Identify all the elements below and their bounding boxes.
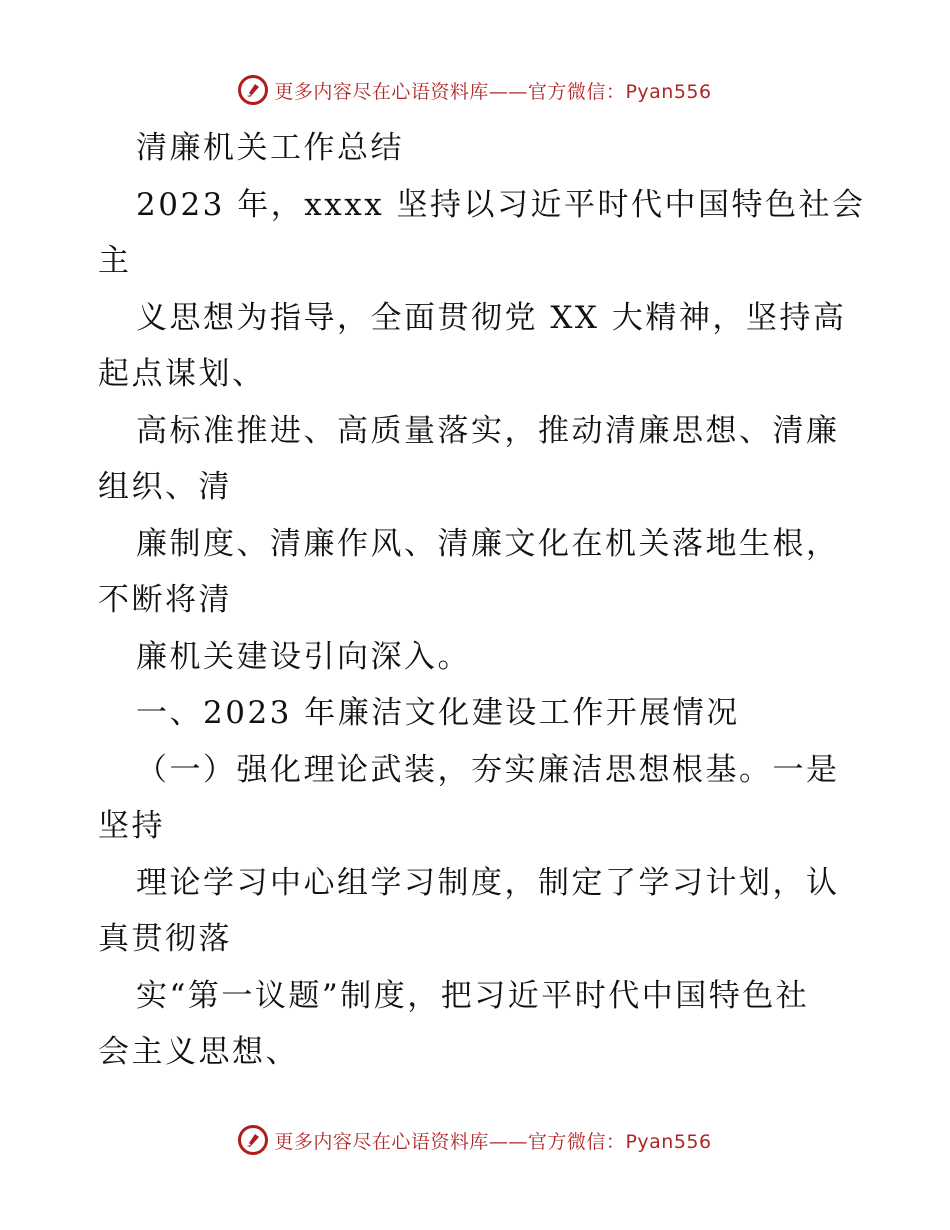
text-line: 实“第一议题”制度，把习近平时代中国特色社	[136, 977, 810, 1014]
banner-wechat-id: Pyan556	[625, 80, 712, 103]
text-line: 组织、清	[98, 469, 232, 505]
text-line: 廉机关建设引向深入。	[136, 638, 471, 675]
text-line: （一）强化理论武装，夯实廉洁思想根基。一是	[136, 751, 840, 788]
text-line: 义思想为指导，全面贯彻党 XX 大精神，坚持高	[136, 299, 847, 336]
text-line: 一、2023 年廉洁文化建设工作开展情况	[136, 695, 740, 731]
pen-logo-icon	[238, 75, 268, 105]
pen-logo-icon	[238, 1125, 268, 1155]
text-line: 理论学习中心组学习制度，制定了学习计划，认	[136, 864, 840, 901]
text-line: 会主义思想、	[98, 1034, 299, 1070]
text-line: 高标准推进、高质量落实，推动清廉思想、清廉	[136, 412, 840, 449]
text-line: 真贯彻落	[98, 921, 232, 957]
footer-banner	[0, 1120, 950, 1160]
banner-wechat-label: 官方微信：	[527, 80, 626, 103]
banner-main-text: 更多内容尽在心语资料库	[274, 1130, 489, 1153]
text-line: 不断将清	[98, 582, 232, 618]
text-line: 起点谋划、	[98, 356, 266, 392]
banner-wechat-label: 官方微信：	[527, 1130, 626, 1153]
document-body	[98, 120, 866, 1081]
banner-text	[274, 77, 711, 104]
banner-text	[274, 1127, 711, 1154]
text-line: 主	[98, 243, 132, 279]
header-banner	[0, 70, 950, 110]
banner-dash: ——	[488, 1130, 528, 1153]
banner-main-text: 更多内容尽在心语资料库	[274, 80, 489, 103]
banner-dash: ——	[488, 80, 528, 103]
text-line: 坚持	[98, 808, 165, 844]
text-line: 2023 年，xxxx 坚持以习近平时代中国特色社会	[136, 186, 866, 223]
text-line: 廉制度、清廉作风、清廉文化在机关落地生根，	[136, 525, 840, 562]
banner-wechat-id: Pyan556	[625, 1130, 712, 1153]
text-line: 清廉机关工作总结	[136, 130, 404, 166]
